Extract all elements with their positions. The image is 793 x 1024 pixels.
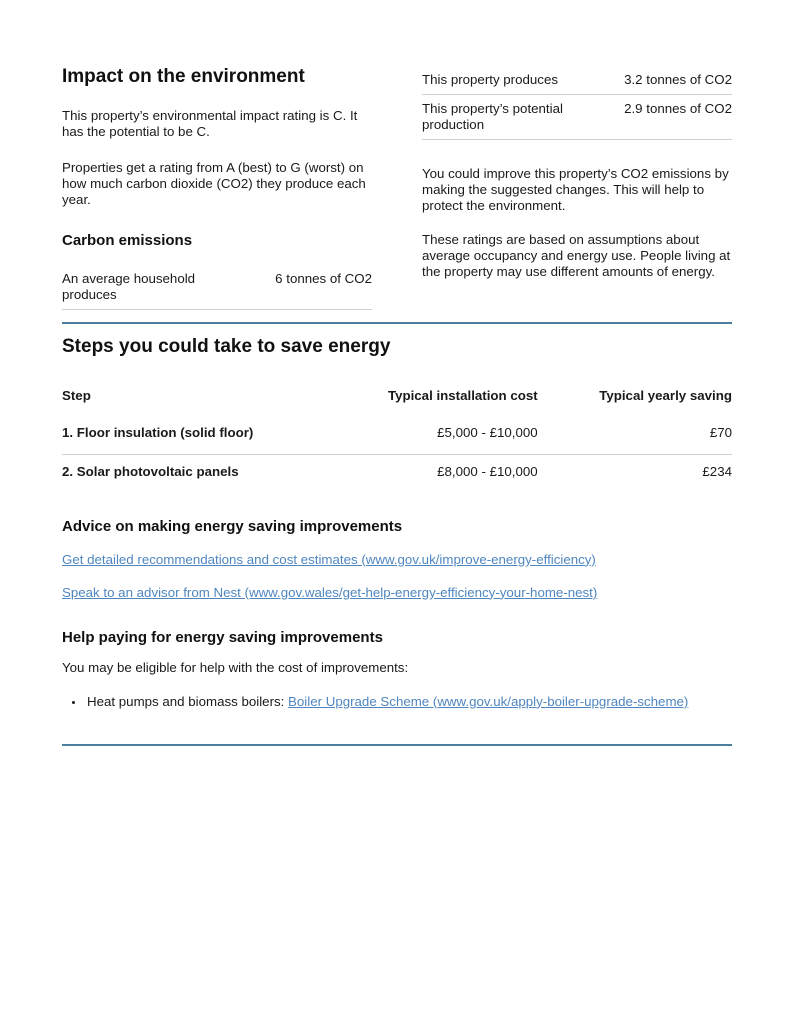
step-name: 1. Floor insulation (solid floor) xyxy=(62,416,384,454)
property-produces-label: This property produces xyxy=(422,66,593,94)
table-row xyxy=(62,454,732,492)
recommendations-link[interactable]: Get detailed recommendations and cost estimates (www.gov.uk/improve-energy-efficiency) xyxy=(62,551,596,567)
improve-emissions-paragraph: You could improve this property’s CO2 emissions by making the suggested changes. This will help to protect the environment. xyxy=(422,165,729,213)
help-paying-heading: Help paying for energy saving improvements xyxy=(62,628,383,646)
table-row xyxy=(62,416,732,454)
step-saving: £70 xyxy=(538,416,732,454)
step-name: 2. Solar photovoltaic panels xyxy=(62,463,239,479)
table-row xyxy=(62,266,372,309)
recommendations-link-row xyxy=(62,552,732,568)
help-schemes-list xyxy=(62,694,732,710)
step-saving: £234 xyxy=(702,463,732,479)
column-header-yearly-saving: Typical yearly saving xyxy=(599,387,732,403)
property-produces-value: 3.2 tonnes of CO2 xyxy=(593,66,733,94)
average-household-value: 6 tonnes of CO2 xyxy=(233,266,373,309)
nest-advisor-link[interactable]: Speak to an advisor from Nest (www.gov.wales/get-help-energy-efficiency-your-home-nest) xyxy=(62,584,598,600)
boiler-upgrade-scheme-link[interactable]: Boiler Upgrade Scheme (www.gov.uk/apply-boiler-upgrade-scheme) xyxy=(288,693,689,709)
impact-two-column-section xyxy=(62,66,732,310)
bottom-divider xyxy=(62,744,732,746)
column-header-step: Step xyxy=(62,387,91,403)
impact-right-column xyxy=(422,66,732,310)
impact-scale-paragraph: Properties get a rating from A (best) to G (worst) on how much carbon dioxide (CO2) they produce each year. xyxy=(62,159,366,207)
help-intro-paragraph: You may be eligible for help with the cost of improvements: xyxy=(62,659,409,675)
steps-header-row xyxy=(62,364,732,416)
step-cost: £8,000 - £10,000 xyxy=(437,463,538,479)
potential-production-label: This property’s potential production xyxy=(422,94,593,139)
heat-pumps-bullet-text: Heat pumps and biomass boilers: xyxy=(87,693,289,709)
impact-left-column xyxy=(62,66,372,310)
impact-rating-paragraph: This property’s environmental impact rating is C. It has the potential to be C. xyxy=(62,107,358,139)
impact-heading: Impact on the environment xyxy=(62,66,305,87)
nest-advisor-link-row xyxy=(62,585,732,601)
property-emissions-table xyxy=(422,66,732,140)
steps-table xyxy=(62,364,732,493)
table-row xyxy=(422,94,732,139)
carbon-emissions-heading: Carbon emissions xyxy=(62,231,193,249)
section-divider xyxy=(62,322,732,324)
step-cost: £5,000 - £10,000 xyxy=(384,416,538,454)
average-household-label: An average household produces xyxy=(62,266,233,309)
potential-production-value: 2.9 tonnes of CO2 xyxy=(593,94,733,139)
assumptions-paragraph: These ratings are based on assumptions about average occupancy and energy use. People living at the property may use different amounts of energy. xyxy=(422,231,731,279)
column-header-installation-cost: Typical installation cost xyxy=(387,387,538,403)
table-row xyxy=(422,66,732,94)
list-item xyxy=(85,694,732,710)
steps-heading: Steps you could take to save energy xyxy=(62,335,391,357)
average-household-table xyxy=(62,266,372,310)
advice-heading: Advice on making energy saving improvements xyxy=(62,518,403,536)
